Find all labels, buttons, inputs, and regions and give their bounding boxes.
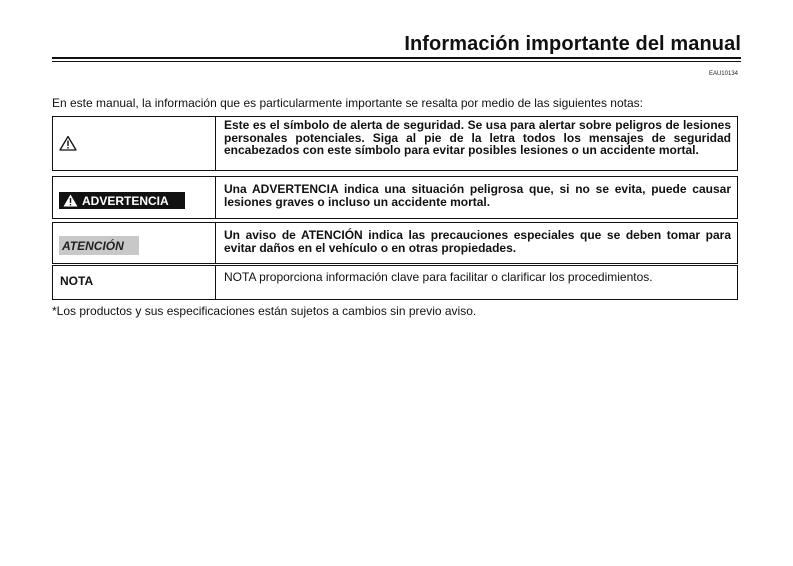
note-row-safety xyxy=(52,116,738,171)
note-text-atencion: Un aviso de ATENCIÓN indica las precauciones especiales que se deben tomar para evitar daños en el vehículo o en otras propiedades. xyxy=(224,228,731,255)
document-code: EAU10134 xyxy=(708,71,738,77)
note-label-cell xyxy=(53,117,216,170)
nota-label: NOTA xyxy=(60,274,94,288)
note-label-cell xyxy=(53,177,216,218)
page-title: Información importante del manual xyxy=(404,33,741,55)
advertencia-label: ADVERTENCIA xyxy=(82,193,169,208)
header-rule-thick xyxy=(52,57,741,59)
note-label-cell xyxy=(53,223,216,263)
warning-triangle-icon xyxy=(59,135,77,156)
advertencia-badge xyxy=(59,192,185,209)
note-row-atencion xyxy=(52,222,738,264)
footnote: *Los productos y sus especificaciones están sujetos a cambios sin previo aviso. xyxy=(52,304,477,318)
warning-triangle-icon xyxy=(63,194,78,207)
note-text-safety: Este es el símbolo de alerta de seguridad. Se usa para alertar sobre peligros de lesiones personales potenciales. Siga al pie de la letra todos los mensajes de seguridad encabezados con este símbolo para evitar posibles lesiones o un accidente mortal. xyxy=(224,118,731,157)
note-label-cell xyxy=(53,266,216,299)
note-row-advertencia xyxy=(52,176,738,219)
atencion-badge: ATENCIÓN xyxy=(59,236,139,255)
note-text-nota: NOTA proporciona información clave para facilitar o clarificar los procedimientos. xyxy=(224,270,653,284)
note-text-advertencia: Una ADVERTENCIA indica una situación peligrosa que, si no se evita, puede causar lesiones graves o incluso un accidente mortal. xyxy=(224,182,731,209)
header-rule-thin xyxy=(52,61,741,62)
intro-text: En este manual, la información que es particularmente importante se resalta por medio de las siguientes notas: xyxy=(52,96,643,110)
note-row-nota xyxy=(52,265,738,300)
